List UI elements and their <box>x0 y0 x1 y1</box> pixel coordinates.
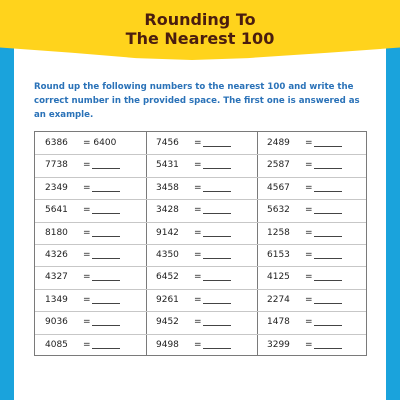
answer-blank[interactable] <box>203 280 231 281</box>
table-cell <box>146 132 257 154</box>
answer-blank[interactable] <box>314 236 342 237</box>
answer-text: = <box>305 205 313 216</box>
problem-number: 6153 <box>267 250 290 260</box>
problem-number: 2587 <box>267 160 290 171</box>
answer-blank[interactable] <box>314 258 342 259</box>
table-cell <box>146 311 257 333</box>
table-cell <box>257 199 368 221</box>
answer-text: = <box>194 250 202 260</box>
problem-number: 1349 <box>45 294 68 305</box>
answer-blank[interactable] <box>314 280 342 281</box>
answer-blank[interactable] <box>92 168 120 169</box>
problem-number: 4350 <box>156 250 179 260</box>
answer-text: = <box>83 205 91 216</box>
table-cell <box>146 222 257 244</box>
answer-text: = <box>83 250 91 260</box>
table-cell <box>35 266 146 288</box>
table-cell <box>257 132 368 154</box>
answer-text: = <box>305 182 313 193</box>
table-cell <box>257 311 368 333</box>
answer-text: = <box>194 182 202 193</box>
table-cell <box>35 154 146 176</box>
answer-text: = <box>194 160 202 171</box>
answer-blank[interactable] <box>92 191 120 192</box>
table-cell <box>257 222 368 244</box>
problem-number: 3428 <box>156 205 179 216</box>
problem-number: 4567 <box>267 182 290 193</box>
answer-text: = 6400 <box>83 138 117 148</box>
answer-blank[interactable] <box>314 213 342 214</box>
table-cell <box>146 244 257 266</box>
table-cell <box>146 177 257 199</box>
answer-blank[interactable] <box>314 348 342 349</box>
answer-text: = <box>83 317 91 328</box>
problem-number: 3458 <box>156 182 179 193</box>
answer-blank[interactable] <box>314 303 342 304</box>
answer-text: = <box>194 205 202 216</box>
table-cell <box>35 177 146 199</box>
rounding-table <box>34 131 367 356</box>
answer-blank[interactable] <box>92 303 120 304</box>
table-cell <box>35 289 146 311</box>
problem-number: 2274 <box>267 294 290 305</box>
problem-number: 5641 <box>45 205 68 216</box>
answer-blank[interactable] <box>203 191 231 192</box>
table-cell <box>35 199 146 221</box>
answer-blank[interactable] <box>314 168 342 169</box>
problem-number: 5632 <box>267 205 290 216</box>
answer-blank[interactable] <box>92 258 120 259</box>
table-cell <box>35 334 146 356</box>
answer-text: = <box>305 227 313 238</box>
page-title-line-2: The Nearest 100 <box>125 29 275 48</box>
answer-blank[interactable] <box>203 258 231 259</box>
answer-blank[interactable] <box>92 325 120 326</box>
answer-text: = <box>194 317 202 328</box>
answer-text: = <box>305 272 313 283</box>
problem-number: 4125 <box>267 272 290 283</box>
answer-text: = <box>305 138 313 148</box>
answer-text: = <box>305 317 313 328</box>
answer-text: = <box>83 227 91 238</box>
problem-number: 4326 <box>45 250 68 260</box>
table-cell <box>257 334 368 356</box>
table-cell <box>35 244 146 266</box>
answer-blank[interactable] <box>203 146 231 147</box>
answer-blank[interactable] <box>203 348 231 349</box>
answer-text: = <box>194 272 202 283</box>
answer-blank[interactable] <box>203 168 231 169</box>
table-cell <box>146 289 257 311</box>
instructions-text: Round up the following numbers to the nearest 100 and write the correct number in the provided space. The first one is answered as an example. <box>34 82 360 120</box>
table-cell <box>35 132 146 154</box>
table-cell <box>146 266 257 288</box>
problem-number: 6452 <box>156 272 179 283</box>
table-cell <box>257 289 368 311</box>
table-cell <box>35 311 146 333</box>
answer-text: = <box>194 138 202 148</box>
table-cell <box>257 177 368 199</box>
answer-blank[interactable] <box>92 236 120 237</box>
answer-blank[interactable] <box>314 191 342 192</box>
answer-text: = <box>305 250 313 260</box>
table-cell <box>257 266 368 288</box>
answer-text: = <box>83 160 91 171</box>
problem-number: 7738 <box>45 160 68 171</box>
problem-number: 4327 <box>45 272 68 283</box>
answer-blank[interactable] <box>203 325 231 326</box>
answer-text: = <box>83 339 91 350</box>
answer-blank[interactable] <box>203 236 231 237</box>
answer-text: = <box>305 339 313 350</box>
page-title-line-1: Rounding To <box>144 10 256 29</box>
problem-number: 3299 <box>267 339 290 350</box>
table-cell <box>257 244 368 266</box>
table-cell <box>257 154 368 176</box>
problem-number: 9036 <box>45 317 68 328</box>
answer-text: = <box>83 182 91 193</box>
answer-blank[interactable] <box>203 303 231 304</box>
answer-blank[interactable] <box>92 213 120 214</box>
problem-number: 7456 <box>156 138 179 148</box>
problem-number: 9452 <box>156 317 179 328</box>
table-cell <box>146 334 257 356</box>
table-cell <box>35 222 146 244</box>
answer-text: = <box>83 272 91 283</box>
answer-blank[interactable] <box>92 280 120 281</box>
problem-number: 6386 <box>45 138 68 148</box>
problem-number: 4085 <box>45 339 68 350</box>
problem-number: 8180 <box>45 227 68 238</box>
problem-number: 1258 <box>267 227 290 238</box>
problem-number: 9498 <box>156 339 179 350</box>
answer-text: = <box>305 160 313 171</box>
answer-text: = <box>194 339 202 350</box>
problem-number: 2489 <box>267 138 290 148</box>
problem-number: 9142 <box>156 227 179 238</box>
problem-number: 5431 <box>156 160 179 171</box>
table-cell <box>146 154 257 176</box>
answer-blank[interactable] <box>314 146 342 147</box>
answer-text: = <box>83 294 91 305</box>
answer-blank[interactable] <box>314 325 342 326</box>
table-cell <box>146 199 257 221</box>
problem-number: 9261 <box>156 294 179 305</box>
answer-blank[interactable] <box>92 348 120 349</box>
problem-number: 1478 <box>267 317 290 328</box>
problem-number: 2349 <box>45 182 68 193</box>
answer-text: = <box>194 227 202 238</box>
answer-text: = <box>194 294 202 305</box>
answer-blank[interactable] <box>203 213 231 214</box>
answer-text: = <box>305 294 313 305</box>
